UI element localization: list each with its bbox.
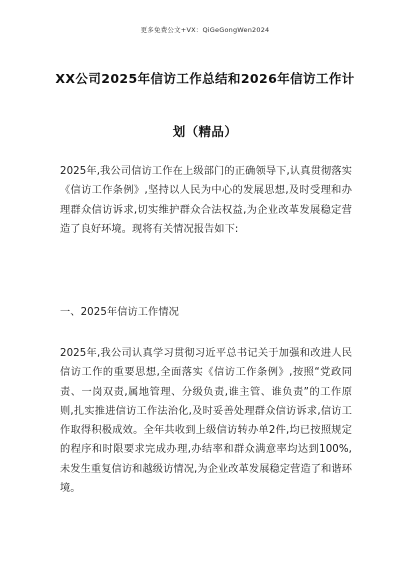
- header-note: 更多免费公文+VX：QiGeGongWen2024: [140, 26, 270, 34]
- section-heading: 一、2025年信访工作情况: [60, 307, 179, 318]
- document-title-line-2: 划（精品）: [172, 124, 238, 139]
- intro-paragraph: 2025年,我公司信访工作在上级部门的正确领导下,认真贯彻落实《信访工作条例》,坚持以人民为中心的发展思想,及时受理和办理群众信访诉求,切实维护群众合法权益,为企业改革发展稳定营造了良好环境。现将有关情况报告如下:: [60, 166, 352, 235]
- document-title-line-1: XX公司2025年信访工作总结和2026年信访工作计: [55, 71, 355, 86]
- section-paragraph: 2025年,我公司认真学习贯彻习近平总书记关于加强和改进人民信访工作的重要思想,全面落实《信访工作条例》,按照“党政同责、一岗双责,属地管理、分级负责,谁主管、谁负责”的工作原则,扎实推进信访工作法治化,及时妥善处理群众信访诉求,信访工作取得积极成效。全年共收到上级信访转办单2件,均已按照规定的程序和时限要求完成办理,办结率和群众满意率均达到100%,未发生重复信访和越级访情况,为企业改革发展稳定营造了和谐环境。: [60, 348, 352, 495]
